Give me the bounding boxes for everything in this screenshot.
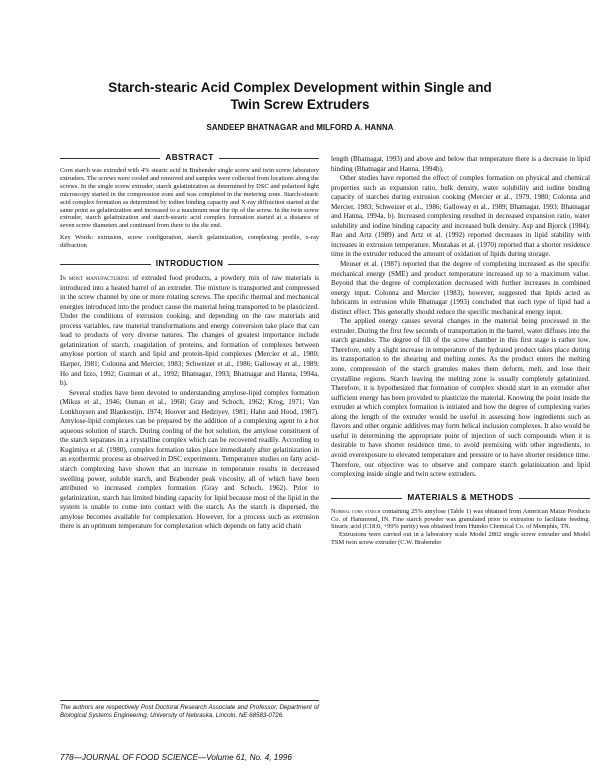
right-column [331,155,590,547]
methods-heading-label: MATERIALS & METHODS [402,492,518,504]
abstract-heading-label: ABSTRACT [160,152,218,164]
author-affiliation-footnote: The authors are respectively Post Doctoral Research Associate and Professor, Department of Biological Systems Engineering, University of Nebraska, Lincoln, NE 68583-0726. [60,700,319,720]
methods-body [331,508,590,548]
introduction-heading-label: INTRODUCTION [151,258,229,270]
intro-paragraph-1 [60,274,319,389]
methods-paragraph-1 [331,508,590,532]
intro-lead-in: In most manufacturing [60,274,130,283]
article-title-line-1: Starch-stearic Acid Complex Development within Single and [108,80,492,95]
left-column [60,152,319,532]
article-authors: SANDEEP BHATNAGAR and MILFORD A. HANNA [206,123,394,132]
article-title [60,80,540,113]
abstract-text: Corn starch was extruded with 4% stearic acid in Brabender single screw and twin screw laboratory extruders. The screws were cooled and removed and samples were collected from locations along the screws. In the single screw extruder, starch gelatinization as determined by DSC and polarized light microscopy started in the compression zone and was completed in the metering zone. Starch-stearic acid complex formation as determined by iodine binding capacity and X-ray diffraction started at the same point as gelatinization and increased to a maximum near the tip of the screw. In the twin screw extruder, starch gelatinization and starch-stearic acid complex formation started at a distance of seven screw diameters and continued from there to the die end. [60,167,319,230]
page-footer: 778—JOURNAL OF FOOD SCIENCE—Volume 61, No. 4, 1996 [60,753,292,762]
intro-paragraph-2: Several studies have been devoted to understanding amylose-lipid complex formation (Mikus et al., 1946; Osman et al., 1960; Gray and Schoch, 1962; Krog, 1971; Van Lonkhuysen and Blankestijn, 1974; Hoover and Hedziyev, 1981; Hahn and Hood, 1987). Amylose-lipid complexes can be prepared by the addition of a complexing agent to a hot aqueous solution of starch. During cooling of the hot solution, the amylose constituent of the starch separates in a crystalline complex which can be recovered readily. According to Kugimiya et al. (1980), complex formation takes place immediately after gelatinization in an exothermic process as observed in DSC experiments. Temperature studies on fatty acid-starch complexing have shown that an increase in temperature results in decreased swelling power, soluble starch, and Brabender peak viscosity, all of which have been attributed to increased complex formation (Gray and Schoch, 1962). Prior to gelatinization, starch has limited binding capacity for lipid because most of the lipid in the system is unable to come into contact with the starch. As the starch is dispersed, the amylose becomes available for complexation. However, for a process such as extrusion there is an optimum temperature for complexation which depends on fatty acid chain [60,388,319,531]
introduction-heading [60,258,319,270]
methods-paragraph-2: Extrusions were carried out in a laboratory scale Model 2802 single screw extruder and Model TSM twin screw extruder (C.W. Brabender [331,531,590,547]
article-title-line-2: Twin Screw Extruders [230,96,370,112]
methods-paragraph-1-text: containing 25% amylose (Table 1) was obtained from American Maize Products Co. of Hammond, IN. Fine starch powder was granulated prior to extrusion to facilitate feeding. Stearic acid (C18:0, +99% purity) was obtained from Humko Chemical Co. of Memphis, TN. [331,507,590,531]
keywords: Key Words: extrusion, screw configuration, starch gelatinization, complexing profile, x-ray diffraction [60,234,319,250]
right-paragraph-3: Meuser et al. (1987) reported that the degree of complexing increased as the specific mechanical energy (SME) and product temperature increased up to a maximum value. Beyond that the degree of complexation decreased with further increases in combined energy input. Colonna and Mercier (1983), however, suggested that lipids acted as lubricants in extrusion while Bhatnagar (1993) concluded that each type of lipid had a distinct effect. This generally should reduce the specific mechanical energy input. [331,260,590,316]
right-paragraph-4: The applied energy causes several changes in the material being processed in the extruder. During the first few seconds of transportation in the barrel, water diffuses into the starch granules. The degree of fill of the screw chamber in this first stage is rather low. Therefore, only a slight increase in temperature of the hydrated product takes place during its transportation to the shearing and melting zones. As the product enters the melting zone, compression of the starch granules makes them deform, melt, and lose their crystalline regions. Starch leaving the melting zone is usually completely gelatinized. Therefore, it is hypothesized that formation of complex should start in an extruder after sufficient energy has been provided to plasticize the material. Knowing the point inside the extruder at which complex formation is initiated and how the degree of complexing varies along the length of the extruder would be useful in assessing how ingredients such as flavors and other organic additives may form helical inclusion complexes. It also would be useful in determining the appropriate point of injection of such compounds when it is desirable to have shorter residence time, to avoid premixing with other ingredients, to avoid overexposure to elevated temperature and pressure or to have shorter residence time. Therefore, our objective was to observe and compare starch gelatinization and lipid complexing inside single and twin screw extruders. [331,317,590,479]
intro-paragraph-1-text: of extruded food products, a powdery mix of raw materials is introduced into a heated barrel of an extruder. The mixture is transported and compressed in the screw channel by one or more rotating screws. The specific thermal and mechanical energies introduced into the product cause the material being transported to be plasticized. Under the conditions of extrusion cooking, and depending on the raw materials and process variables, raw material transformations and energy conversion take place that can lead to products of very diverse natures. The changes of greatest importance include gelatinization of starch, coagulation of proteins, and formation of complexes between amylose portion of starch and lipid and protein-lipid complexes (Mercier et al., 1980; Harper, 1981; Colonna and Mercier, 1983; Schweizer et al., 1986; Galloway et al., 1989; Ho and Izzo, 1992; Guzman et al., 1992; Bhatnagar, 1993; Bhatnagar and Hanna, 1994a, b). [60,274,319,388]
right-paragraph-2: Other studies have reported the effect of complex formation on physical and chemical properties such as expansion ratio, bulk density, water solubility and iodine binding capacity of starches during extrusion cooking (Mercier et al., 1979, 1980; Colonna and Mercier, 1983; Schweizer et al., 1986; Galloway et al., 1989; Bhatnagar, 1993; Bhatnagar and Hanna, 1994a, b). Increased complexing resulted in decreased expansion ratio, water solubility and iodine binding capacity and increased bulk density. Asp and Bjorck (1984); Rao and Artz (1989) and Artz et al. (1992) reported decreases in lipid stability with increases in extrusion temperature. Mustakas et al. (1970) reported that a shorter residence time in the extruder reduced the amount of oxidation of lipids during storage. [331,174,590,259]
introduction-body [60,274,319,532]
abstract-heading [60,152,319,164]
methods-lead-in: Normal corn starch [331,507,381,515]
right-column-body [331,155,590,480]
methods-heading [331,492,590,504]
right-paragraph-1: length (Bhatnagar, 1993) and above and below that temperature there is a decrease in lipid binding (Bhatnagar and Hanna, 1994b). [331,155,590,173]
